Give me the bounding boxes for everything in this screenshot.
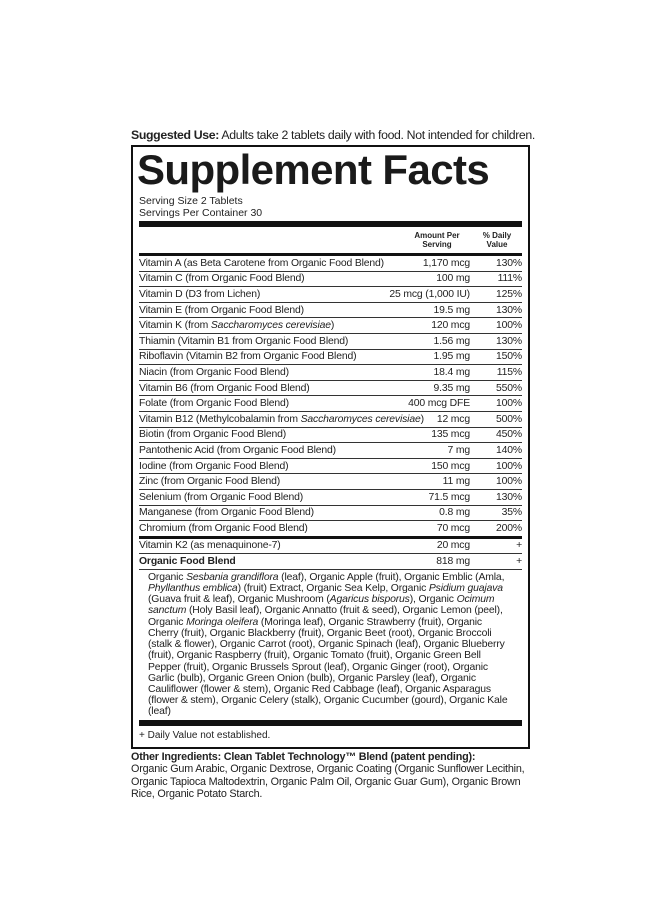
nutrient-row: [139, 474, 522, 490]
suggested-use-label: Suggested Use:: [131, 128, 220, 142]
blend-text-segment: Sesbania grandiflora: [186, 571, 279, 583]
nutrient-name: Selenium (from Organic Food Blend): [139, 491, 304, 503]
nutrient-daily-value: 450%: [496, 429, 522, 441]
blend-text-segment: Moringa oleifera: [186, 616, 259, 628]
nutrient-daily-value: 100%: [496, 460, 522, 472]
nutrient-row: [139, 396, 522, 412]
nutrient-name: Iodine (from Organic Food Blend): [139, 460, 289, 472]
nutrient-name: Manganese (from Organic Food Blend): [139, 507, 314, 519]
nutrient-name: Organic Food Blend: [139, 556, 236, 568]
amount-header: [402, 231, 472, 249]
nutrient-amount: 7 mg: [447, 444, 470, 456]
nutrient-amount: 12 mcg: [436, 413, 470, 425]
column-headers: [139, 227, 522, 253]
nutrient-name: Vitamin E (from Organic Food Blend): [139, 304, 304, 316]
nutrient-name: Vitamin A (as Beta Carotene from Organic Food Blend): [139, 257, 384, 269]
nutrient-daily-value: 130%: [496, 491, 522, 503]
nutrient-name-part: Saccharomyces cerevisiae: [300, 413, 421, 425]
nutrient-row: [139, 287, 522, 303]
nutrient-daily-value: 130%: [496, 335, 522, 347]
nutrient-name: [139, 414, 437, 425]
daily-value-header: [472, 231, 522, 249]
nutrient-name-part: Vitamin K (from: [139, 320, 211, 332]
nutrient-row: [139, 318, 522, 334]
amount-header-line: Serving: [422, 240, 452, 249]
nutrient-daily-value: 111%: [497, 273, 522, 285]
nutrient-amount: 1.56 mg: [433, 335, 470, 347]
nutrient-daily-value: +: [516, 540, 522, 552]
nutrient-row: [139, 303, 522, 319]
nutrient-amount: 18.4 mg: [433, 366, 470, 378]
other-ingredients-label: Other Ingredients: Clean Tablet Technology™ Blend (patent pending):: [131, 750, 476, 763]
nutrient-name: Riboflavin (Vitamin B2 from Organic Food Blend): [139, 351, 357, 363]
nutrient-name: Pantothenic Acid (from Organic Food Blend): [139, 444, 336, 456]
blend-text-segment: Psidium guajava: [428, 583, 503, 595]
supplement-label: [131, 128, 535, 801]
nutrient-row: [139, 350, 522, 366]
nutrient-name: [139, 320, 431, 331]
serving-size: Serving Size 2 Tablets: [139, 195, 243, 207]
nutrient-row: [139, 365, 522, 381]
other-ingredients-text: Organic Gum Arabic, Organic Dextrose, Organic Coating (Organic Sunflower Lecithin, Organic Tapioca Maltodextrin, Organic Palm Oil, Organic Guar Gum), Organic Brown Rice, Organic Potato Starch.: [131, 763, 525, 801]
nutrient-name: Vitamin C (from Organic Food Blend): [139, 273, 305, 285]
nutrient-name: Vitamin D (D3 from Lichen): [139, 288, 261, 300]
nutrient-name: Vitamin B6 (from Organic Food Blend): [139, 382, 310, 394]
nutrient-row: [139, 539, 522, 555]
footnote: + Daily Value not established.: [139, 729, 271, 741]
nutrient-amount: 400 mcg DFE: [408, 398, 470, 410]
blend-text-segment: (Guava fruit & leaf), Organic Mushroom (: [148, 594, 330, 606]
blend-text-segment: (Moringa leaf), Organic Strawberry (fruit), Organic Cherry (fruit), Organic Blackberry (fruit), Organic Beet (root), Organic Broccoli (stalk & flower), Organic Carrot (root), Organic Spinach (leaf), Organic Blueberry (fruit), Organic Raspberry (fruit), Organic Tomato (fruit), Organic Green Bell Pepper (fruit), Organic Brussels Sprout (leaf), Organic Ginger (root), Organic Garlic (bulb), Organic Green Onion (bulb), Organic Parsley (leaf), Organic Cauliflower (flower & stem), Organic Red Cabbage (leaf), Organic Asparagus (flower & stem), Organic Celery (stalk), Organic Cucumber (gourd), Organic Kale (leaf): [148, 616, 508, 718]
nutrient-amount: 25 mcg (1,000 IU): [389, 288, 470, 300]
nutrient-amount: 1.95 mg: [433, 351, 470, 363]
nutrient-name-part: Vitamin B12 (Methylcobalamin from: [139, 413, 301, 425]
nutrient-daily-value: 150%: [496, 351, 522, 363]
nutrient-daily-value: +: [516, 556, 522, 568]
nutrient-row: [139, 334, 522, 350]
nutrient-row: [139, 381, 522, 397]
nutrient-row: [139, 412, 522, 428]
servings-per-container: Servings Per Container 30: [139, 207, 263, 219]
blend-text-segment: ) (fruit) Extract, Organic Sea Kelp, Organic: [237, 583, 429, 595]
nutrient-amount: 20 mcg: [436, 540, 470, 552]
daily-value-header-line: Value: [486, 240, 508, 249]
nutrient-daily-value: 200%: [496, 522, 522, 534]
nutrient-daily-value: 115%: [496, 366, 522, 378]
blend-text-segment: (Holy Basil leaf), Organic Annatto (fruit & seed), Organic Lemon (peel), Organic: [148, 605, 503, 628]
nutrient-daily-value: 550%: [496, 382, 522, 394]
nutrient-row: [139, 428, 522, 444]
supplement-facts-panel: [131, 145, 530, 749]
nutrient-daily-value: 130%: [496, 304, 522, 316]
nutrient-daily-value: 125%: [496, 288, 522, 300]
nutrient-daily-value: 100%: [496, 398, 522, 410]
nutrient-name: Thiamin (Vitamin B1 from Organic Food Blend): [139, 335, 349, 347]
blend-text-segment: Agaricus bisporus: [329, 594, 410, 606]
nutrient-amount: 150 mcg: [431, 460, 470, 472]
nutrient-daily-value: 140%: [496, 444, 522, 456]
nutrient-amount: 120 mcg: [431, 320, 470, 332]
blend-text-segment: ), Organic: [409, 594, 457, 606]
nutrient-name: Niacin (from Organic Food Blend): [139, 366, 289, 378]
nutrient-name: Vitamin K2 (as menaquinone-7): [139, 540, 281, 552]
nutrient-name-part: ): [330, 320, 335, 332]
amount-header-line: Amount Per: [414, 231, 460, 240]
blend-ingredients: [139, 570, 522, 720]
nutrient-name: Folate (from Organic Food Blend): [139, 398, 289, 410]
blend-text-segment: (leaf), Organic Apple (fruit), Organic Emblic (Amla,: [278, 571, 505, 583]
other-ingredients: [131, 751, 530, 801]
nutrient-amount: 1,170 mcg: [422, 257, 470, 269]
nutrient-name-part: Saccharomyces cerevisiae: [210, 320, 331, 332]
nutrient-name: Biotin (from Organic Food Blend): [139, 429, 287, 441]
nutrient-amount: 70 mcg: [436, 522, 470, 534]
nutrient-row: [139, 490, 522, 506]
nutrient-amount: 0.8 mg: [439, 507, 470, 519]
nutrient-amount: 71.5 mcg: [428, 491, 470, 503]
nutrient-daily-value: 500%: [496, 413, 522, 425]
nutrient-row: [139, 443, 522, 459]
other-nutrient-list: [139, 539, 522, 570]
suggested-use: [131, 128, 535, 142]
nutrient-amount: 11 mg: [442, 476, 470, 488]
nutrient-daily-value: 100%: [496, 476, 522, 488]
blend-text-segment: Ocimum sanctum: [148, 594, 495, 617]
nutrient-daily-value: 100%: [496, 320, 522, 332]
nutrient-row: [139, 272, 522, 288]
nutrient-row: [139, 506, 522, 522]
nutrient-amount: 19.5 mg: [433, 304, 470, 316]
daily-value-header-line: % Daily: [482, 231, 512, 240]
nutrient-name-part: ): [420, 413, 424, 425]
nutrient-row: [139, 554, 522, 570]
nutrient-daily-value: 35%: [501, 507, 522, 519]
nutrient-row: [139, 256, 522, 272]
nutrient-daily-value: 130%: [496, 257, 522, 269]
nutrient-amount: 9.35 mg: [433, 382, 470, 394]
nutrient-amount: 100 mg: [436, 273, 470, 285]
nutrient-list: [139, 256, 522, 537]
suggested-use-text: Adults take 2 tablets daily with food. Not intended for children.: [221, 128, 535, 142]
nutrient-row: [139, 521, 522, 537]
nutrient-name: Zinc (from Organic Food Blend): [139, 476, 281, 488]
nutrient-name: Chromium (from Organic Food Blend): [139, 522, 308, 534]
nutrient-amount: 135 mcg: [431, 429, 470, 441]
blend-text-segment: Phyllanthus emblica: [148, 583, 238, 595]
nutrient-row: [139, 459, 522, 475]
nutrient-amount: 818 mg: [436, 556, 470, 568]
panel-title: Supplement Facts: [137, 146, 490, 193]
blend-text-segment: Organic: [148, 571, 187, 583]
